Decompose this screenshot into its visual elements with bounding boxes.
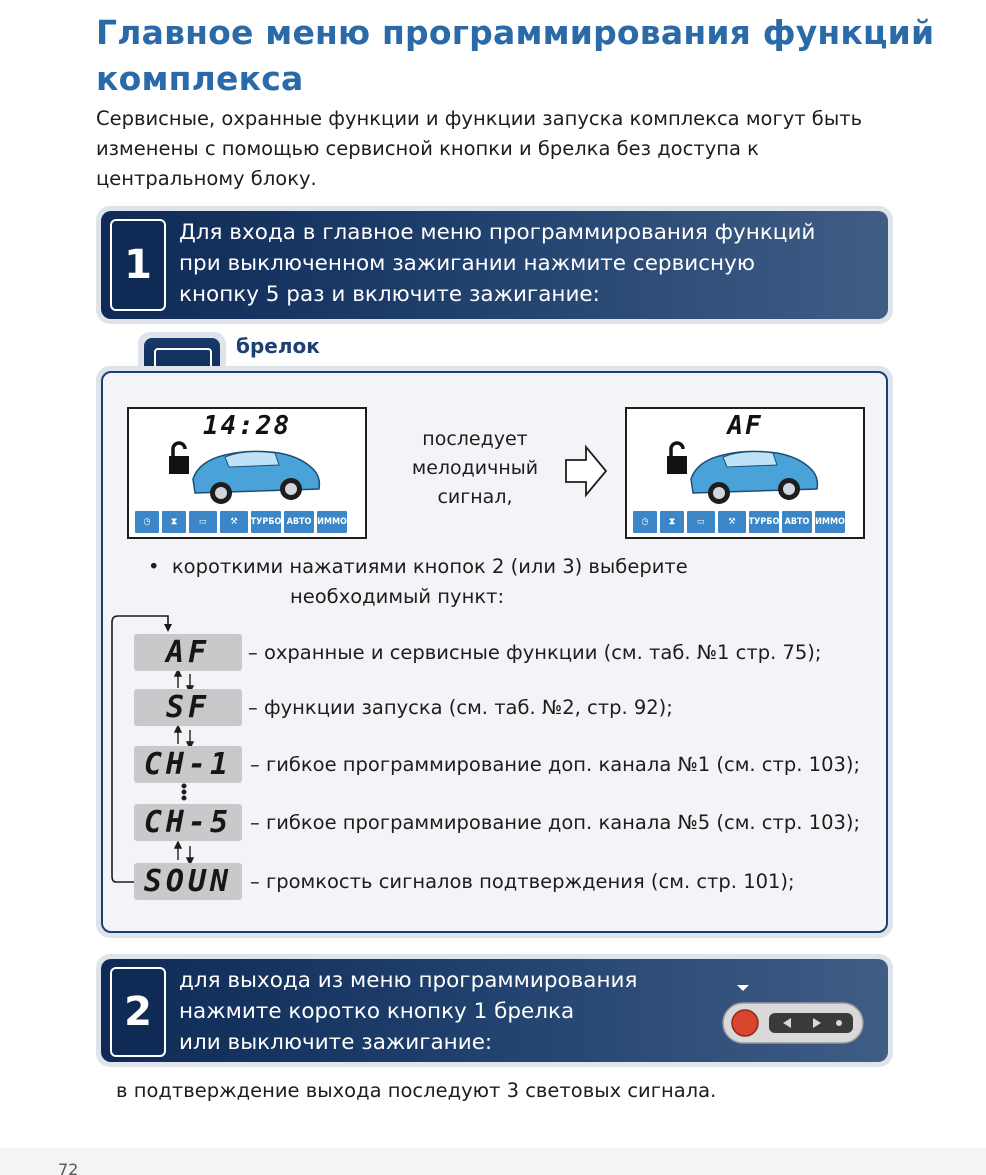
step-2-number: 2 bbox=[110, 967, 166, 1057]
lcd-clock-display: 14:28 bbox=[202, 411, 292, 441]
lcd-auto-label: АВТО bbox=[284, 511, 314, 533]
clock-icon: ◷ bbox=[135, 511, 159, 533]
lcd-auto-label: АВТО bbox=[782, 511, 812, 533]
arrow-right-icon bbox=[564, 444, 608, 498]
menu-code-ch5: CH-5 bbox=[134, 804, 242, 841]
lcd-icon-bar bbox=[135, 511, 347, 533]
bullet-line: короткими нажатиями кнопок 2 (или 3) выберите bbox=[171, 555, 688, 578]
wrench-icon: ⚒ bbox=[220, 511, 248, 533]
bullet-dot: • bbox=[148, 555, 172, 578]
hourglass-icon: ⧗ bbox=[162, 511, 186, 533]
page-title: Главное меню программирования функций комплекса bbox=[96, 13, 935, 98]
step-2-banner bbox=[96, 954, 893, 1067]
intro-text: Сервисные, охранные функции и функции запуска комплекса могут быть изменены с помощью сервисной кнопки и брелка без доступа к центральному блоку. bbox=[96, 107, 863, 190]
lcd-turbo-label: ТУРБО bbox=[749, 511, 779, 533]
lcd-menu-display: AF bbox=[727, 411, 763, 441]
menu-desc-ch5: – гибкое программирование доп. канала №5 (см. стр. 103); bbox=[250, 811, 861, 834]
wrench-icon: ⚒ bbox=[718, 511, 746, 533]
lcd-screen-clock bbox=[127, 407, 367, 539]
menu-code-af: AF bbox=[134, 634, 242, 671]
lcd-icon-bar bbox=[633, 511, 845, 533]
step-2-text bbox=[179, 965, 637, 1058]
menu-desc-soun: – громкость сигналов подтверждения (см. стр. 101); bbox=[250, 870, 795, 893]
lcd-turbo-label: ТУРБО bbox=[251, 511, 281, 533]
menu-code-ch1: CH-1 bbox=[134, 746, 242, 783]
lcd-screen-af bbox=[625, 407, 865, 539]
step-1-banner bbox=[96, 206, 893, 324]
transition-line: последует bbox=[422, 428, 528, 450]
step-1-number: 1 bbox=[110, 219, 166, 311]
page-number: 72 bbox=[58, 1160, 79, 1175]
menu-code-sf: SF bbox=[134, 689, 242, 726]
keyfob-label: брелок bbox=[236, 334, 320, 358]
battery-icon: ▭ bbox=[687, 511, 715, 533]
step-2-line: или выключите зажигание: bbox=[179, 1030, 493, 1055]
clock-icon: ◷ bbox=[633, 511, 657, 533]
step-1-text bbox=[179, 217, 815, 310]
step-2-line: для выхода из меню программирования bbox=[179, 968, 638, 993]
keyfob-buttons-icon bbox=[719, 977, 869, 1057]
menu-desc-af: – охранные и сервисные функции (см. таб. №1 стр. 75); bbox=[248, 641, 822, 664]
step-2-line: нажмите коротко кнопку 1 брелка bbox=[179, 999, 575, 1024]
battery-icon: ▭ bbox=[189, 511, 217, 533]
menu-code-soun: SOUN bbox=[134, 863, 242, 900]
page-bottom-strip bbox=[0, 1148, 986, 1175]
lcd-immo-label: ИММО bbox=[815, 511, 845, 533]
step-1-line: кнопку 5 раз и включите зажигание: bbox=[179, 282, 600, 307]
transition-text bbox=[400, 425, 550, 512]
hourglass-icon: ⧗ bbox=[660, 511, 684, 533]
step-1-line: при выключенном зажигании нажмите сервисную bbox=[179, 251, 755, 276]
footer-note: в подтверждение выхода последуют 3 световых сигнала. bbox=[116, 1079, 717, 1102]
menu-desc-ch1: – гибкое программирование доп. канала №1 (см. стр. 103); bbox=[250, 753, 861, 776]
lcd-immo-label: ИММО bbox=[317, 511, 347, 533]
bullet-line: необходимый пункт: bbox=[290, 585, 505, 608]
menu-desc-sf: – функции запуска (см. таб. №2, стр. 92); bbox=[248, 696, 673, 719]
step-1-line: Для входа в главное меню программирования функций bbox=[179, 220, 816, 245]
instruction-bullet bbox=[148, 552, 748, 612]
transition-line: сигнал, bbox=[437, 486, 513, 508]
transition-line: мелодичный bbox=[411, 457, 539, 479]
